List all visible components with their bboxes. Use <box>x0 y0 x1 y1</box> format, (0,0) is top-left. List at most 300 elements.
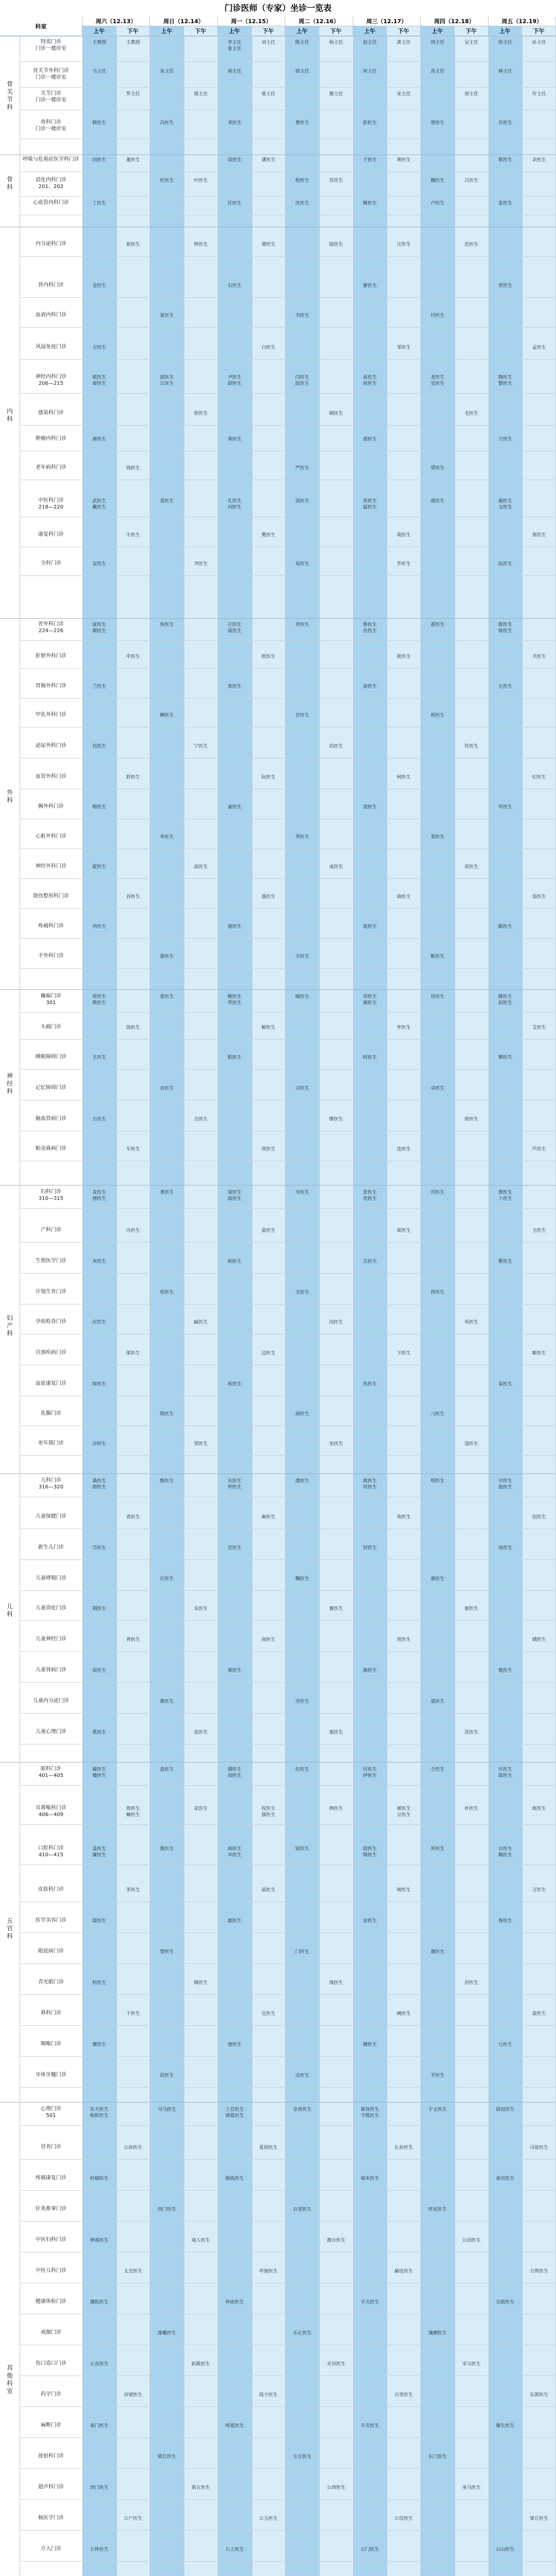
department-label: 呼吸与危重症医学科门诊 <box>23 157 79 162</box>
category-label: 其 他 科 室 <box>6 2364 13 2395</box>
schedule-cell: 盖医生 廉医生 <box>92 1846 107 1858</box>
department-label: 戒烟门诊 <box>41 2330 61 2335</box>
schedule-cell: 厉医生 伊医生 <box>363 1767 377 1778</box>
row-separator <box>20 1242 556 1243</box>
schedule-cell: 朱主任 <box>160 69 174 74</box>
department-label: 超声科门诊 <box>38 2484 64 2490</box>
schedule-cell: 覃医生 <box>430 466 445 471</box>
schedule-cell: 连医生 <box>396 1147 411 1152</box>
schedule-cell: 公西医生 <box>326 2485 345 2490</box>
schedule-cell: 应医生 <box>92 1320 107 1325</box>
schedule-cell: 贺医生 <box>194 411 208 416</box>
schedule-cell: 闫医生 段医生 <box>295 375 309 386</box>
header-pm: 下午 <box>387 26 421 36</box>
schedule-cell: 左医生 <box>498 684 512 689</box>
schedule-cell: 阎医生 幸医生 <box>228 1846 242 1858</box>
schedule-cell: 干医生 <box>126 2011 141 2016</box>
header-pm: 下午 <box>455 26 489 36</box>
header-day: 周三（12.17） <box>353 16 421 26</box>
schedule-cell: 师医生 <box>92 1382 107 1387</box>
schedule-cell: 漆雕医生 <box>158 2331 177 2336</box>
schedule-cell: 谷梁医生 <box>124 2393 143 2398</box>
schedule-cell: 皮医生 <box>194 1730 208 1735</box>
schedule-cell: 简医生 <box>464 1117 479 1122</box>
schedule-cell: 施医生 文医生 <box>498 499 512 510</box>
schedule-cell: 焦医生 <box>228 684 242 689</box>
department-label: 头痛门诊 <box>41 1024 61 1030</box>
schedule-cell: 林主任 <box>498 69 512 74</box>
schedule-cell: 沈医生 <box>295 201 309 206</box>
department-label: 儿童内分泌门诊 <box>33 1698 69 1704</box>
schedule-cell: 常医生 温医生 <box>363 499 377 510</box>
schedule-cell: 封医生 <box>363 1546 377 1551</box>
schedule-cell: 百里医生 <box>394 2393 413 2398</box>
schedule-cell: 帅医生 <box>329 1806 343 1811</box>
schedule-cell: 澹台医生 <box>326 2238 345 2243</box>
schedule-cell: 孙主任 <box>532 40 546 45</box>
schedule-cell: 长孙医生 <box>394 2145 413 2150</box>
row-separator <box>20 2159 556 2160</box>
schedule-cell: 董医生 <box>126 158 141 163</box>
schedule-cell: 叶医生 <box>194 178 208 183</box>
schedule-cell: 独孤医生 <box>225 2176 244 2181</box>
schedule-cell: 司徒医生 <box>530 2145 549 2150</box>
schedule-cell: 仇医生 <box>363 1382 377 1387</box>
schedule-cell: 官医生 <box>228 1546 242 1551</box>
schedule-cell: 裴医生 <box>430 835 445 840</box>
schedule-cell: 尤医生 <box>92 1055 107 1060</box>
schedule-cell: 端木医生 <box>360 2176 379 2181</box>
schedule-cell: 晏医生 <box>261 1228 275 1233</box>
schedule-cell: 仝医生 <box>430 1767 445 1772</box>
schedule-cell: 倪医生 <box>160 622 174 628</box>
schedule-cell: 桂医生 <box>160 1290 174 1295</box>
department-label: 产科门诊 <box>41 1227 61 1233</box>
schedule-cell: 梁丘医生 <box>158 2454 177 2460</box>
department-label: 神经内科门诊 206—215 <box>36 374 66 386</box>
schedule-cell: 方医生 <box>92 345 107 350</box>
schedule-cell: 毕医生 <box>498 805 512 810</box>
department-label: 介入门诊 <box>41 2546 61 2552</box>
schedule-cell: 白医生 <box>261 345 275 350</box>
schedule-cell: 余医生 <box>532 158 546 163</box>
schedule-cell: 尹医生 薛医生 <box>228 375 242 386</box>
row-separator <box>20 2025 556 2026</box>
schedule-cell: 梅医生 <box>92 805 107 810</box>
schedule-cell: 檀医生 <box>363 2042 377 2047</box>
schedule-cell: 桑医生 郎医生 <box>92 1479 107 1490</box>
schedule-cell: 喻医生 <box>295 994 309 999</box>
schedule-cell: 匡医生 <box>160 1577 174 1582</box>
schedule-cell: 乔医生 <box>396 562 411 567</box>
department-label: 中医科门诊 218—220 <box>38 498 64 510</box>
schedule-cell: 成医生 <box>329 865 343 870</box>
schedule-cell: 芦医生 <box>532 1147 546 1152</box>
schedule-cell: 范医生 <box>464 242 479 247</box>
schedule-cell: 敖医生 巩医生 <box>363 1479 377 1490</box>
schedule-cell: 柏医生 <box>228 1259 242 1264</box>
pm-column-stripe <box>252 37 286 2576</box>
department-label: 胸外科门诊 <box>38 804 64 809</box>
schedule-cell: 赵主任 <box>363 40 377 45</box>
schedule-cell: 殷医生 詹医生 <box>498 622 512 634</box>
schedule-cell: 宣医生 <box>261 2011 275 2016</box>
schedule-cell: 邵医生 <box>363 437 377 442</box>
schedule-cell: 麻医生 <box>261 1515 275 1520</box>
schedule-cell: 钟医生 <box>194 242 208 247</box>
schedule-cell: 卞医生 <box>396 1351 411 1356</box>
schedule-cell: 和医生 <box>228 1382 242 1387</box>
schedule-cell: 茹医生 <box>261 1888 275 1893</box>
department-label: 记忆障碍门诊 <box>36 1085 66 1091</box>
schedule-cell: 迟医生 <box>532 1515 546 1520</box>
department-label: 心血管内科门诊 <box>33 200 69 206</box>
schedule-cell: 周主任 <box>430 40 445 45</box>
schedule-cell: 卓医生 <box>430 1086 445 1091</box>
schedule-cell: 路医生 <box>498 924 512 929</box>
schedule-cell: 羊舌医生 <box>360 2300 379 2305</box>
schedule-cell: 柯医生 <box>396 775 411 780</box>
schedule-cell: 粟医生 <box>329 1730 343 1735</box>
schedule-cell: 佟医生 <box>430 1290 445 1295</box>
schedule-cell: 乜医生 <box>498 2042 512 2047</box>
schedule-cell: 楚医生 <box>498 1668 512 1673</box>
schedule-cell: 高主任 <box>430 69 445 74</box>
department-label: 疼痛康复门诊 <box>36 2175 66 2181</box>
schedule-cell: 房医生 <box>430 994 445 999</box>
department-label: 神经外科门诊 <box>36 863 66 869</box>
schedule-cell: 宇文医生 <box>428 2107 447 2112</box>
schedule-cell: 童医生 <box>228 805 242 810</box>
schedule-cell: 公上医生 <box>225 2547 244 2552</box>
schedule-cell: 阳医生 <box>228 1055 242 1060</box>
schedule-cell: 许主任 <box>532 92 546 97</box>
schedule-cell: 左丘医生 <box>293 2454 312 2460</box>
schedule-cell: 郭主任 <box>295 69 309 74</box>
schedule-cell: 季医生 <box>295 835 309 840</box>
schedule-cell: 莫医生 <box>160 499 174 504</box>
category-label: 妇 产 科 <box>6 1314 13 1337</box>
schedule-cell: 王教授 <box>92 40 107 45</box>
category-label: 儿 科 <box>6 1603 13 1618</box>
department-label: 烧伤整形科门诊 <box>33 893 69 899</box>
schedule-cell: 厍医生 <box>430 1846 445 1852</box>
schedule-cell: 位医生 <box>295 1767 309 1772</box>
department-label: 老年病科门诊 <box>36 465 66 470</box>
schedule-cell: 毛医生 <box>464 411 479 416</box>
department-label: 甲乳外科门诊 <box>36 712 66 718</box>
department-label: 中医儿科门诊 <box>36 2268 66 2274</box>
schedule-cell: 蔡医生 <box>498 158 512 163</box>
schedule-cell: 拓跋医生 <box>191 2362 210 2367</box>
schedule-cell: 公玉医生 <box>259 2516 278 2521</box>
schedule-cell: 吉医生 <box>194 1117 208 1122</box>
schedule-cell: 夏侯医生 <box>259 2145 278 2150</box>
row-separator <box>20 1651 556 1652</box>
schedule-cell: 鞠医生 <box>295 1577 309 1582</box>
schedule-cell: 康医生 <box>430 499 445 504</box>
schedule-cell: 宁医生 <box>194 744 208 749</box>
schedule-cell: 伍医生 <box>498 562 512 567</box>
schedule-cell: 王教授 <box>126 40 141 45</box>
schedule-cell: 管医生 柴医生 <box>92 994 107 1006</box>
schedule-cell: 司医生 <box>295 1086 309 1091</box>
department-label: 康复科门诊 <box>38 532 64 537</box>
schedule-cell: 曹医生 <box>295 121 309 126</box>
schedule-cell: 安医生 <box>92 562 107 567</box>
schedule-cell: 古医生 <box>92 1117 107 1122</box>
schedule-cell: 逄医生 <box>228 2042 242 2047</box>
schedule-cell: 麦医生 褚医生 <box>92 1190 107 1201</box>
schedule-cell: 练医生 <box>532 1806 546 1811</box>
schedule-cell: 南医生 <box>261 1637 275 1642</box>
schedule-cell: 冯医生 <box>160 121 174 126</box>
schedule-grid <box>0 36 556 2576</box>
schedule-cell: 查医生 <box>126 1515 141 1520</box>
schedule-cell: 公孙医生 <box>124 2145 143 2150</box>
schedule-cell: 都医生 <box>228 1919 242 1924</box>
schedule-cell: 齐医生 <box>194 562 208 567</box>
schedule-cell: 百里医生 <box>293 2207 312 2212</box>
department-label: 麻醉门诊 <box>41 2422 61 2428</box>
department-label: 关节门诊 门诊一楼诊室 <box>36 91 66 103</box>
schedule-cell: 谭医生 <box>261 242 275 247</box>
schedule-cell: 申医生 <box>126 654 141 659</box>
schedule-cell: 姜医生 <box>498 201 512 206</box>
schedule-cell: 车医生 <box>126 1147 141 1152</box>
schedule-cell: 邢医生 <box>532 533 546 538</box>
department-label: 心理门诊 501 <box>41 2106 61 2119</box>
header-pm: 下午 <box>522 26 556 36</box>
schedule-cell: 沙医生 <box>92 1442 107 1447</box>
schedule-cell: 燕医生 <box>363 1668 377 1673</box>
schedule-cell: 邹医生 <box>396 345 411 350</box>
schedule-cell: 居医生 <box>464 1980 479 1986</box>
grid-vline <box>522 37 523 2576</box>
schedule-cell: 穆医生 <box>498 1055 512 1060</box>
schedule-cell: 屠医生 豆医生 <box>396 1806 411 1818</box>
schedule-cell: 刁医生 <box>430 1412 445 1417</box>
row-separator <box>20 668 556 669</box>
schedule-cell: 娄医生 <box>160 1190 174 1195</box>
schedule-cell: 呼延医生 <box>225 2424 244 2429</box>
schedule-cell: 阮医生 <box>261 775 275 780</box>
schedule-cell: 翟医生 <box>430 622 445 628</box>
schedule-cell: 谷医生 <box>126 894 141 900</box>
schedule-cell: 太史医生 <box>124 2269 143 2274</box>
schedule-cell: 牛医生 <box>126 533 141 538</box>
department-label: 儿科门诊 316—320 <box>38 1478 64 1490</box>
schedule-cell: 西门医生 <box>90 2485 109 2490</box>
schedule-cell: 尉迟医生 <box>496 2107 515 2112</box>
header-pm: 下午 <box>319 26 353 36</box>
department-label: 更年期门诊 <box>38 1440 64 1446</box>
header-am: 上午 <box>421 26 455 36</box>
schedule-cell: 吕医生 <box>464 178 479 183</box>
schedule-cell: 金医生 <box>92 283 107 289</box>
department-label: 肝胆外科门诊 <box>36 653 66 659</box>
schedule-cell: 司马医生 <box>158 2107 177 2112</box>
department-label: 全科门诊 <box>41 561 61 566</box>
schedule-cell: 冉医生 <box>92 924 107 929</box>
department-label: 中医妇科门诊 <box>36 2237 66 2243</box>
schedule-cell: 解医生 <box>261 1025 275 1030</box>
pm-column-stripe <box>387 37 421 2576</box>
schedule-cell: 饶医生 <box>126 1025 141 1030</box>
schedule-cell: 游医生 <box>160 954 174 959</box>
schedule-cell: 陆医生 <box>329 242 343 247</box>
department-label: 生殖医学门诊 <box>36 1258 66 1264</box>
schedule-cell: 权医生 强医生 <box>261 1806 275 1818</box>
schedule-cell: 熊医生 秦医生 <box>92 375 107 386</box>
schedule-cell: 耿医生 <box>396 654 411 659</box>
department-label: 帕金森病门诊 <box>36 1146 66 1151</box>
department-label: 口腔科门诊 410—415 <box>38 1845 64 1858</box>
department-label: 肿瘤内科门诊 <box>36 436 66 442</box>
schedule-cell: 储医生 <box>532 1637 546 1642</box>
schedule-cell: 商医生 <box>295 1412 309 1417</box>
schedule-cell: 鲁医生 岳医生 <box>363 622 377 634</box>
header-pm: 下午 <box>252 26 286 36</box>
schedule-cell: 舒医生 <box>126 775 141 780</box>
schedule-cell: 雷医生 侯医生 <box>363 375 377 386</box>
schedule-cell: 瞿医生 <box>498 1259 512 1264</box>
schedule-cell: 丁医生 <box>92 201 107 206</box>
department-label: 牙体牙髓门诊 <box>36 2072 66 2078</box>
schedule-cell: 甄医生 <box>160 1479 174 1484</box>
header-day: 周五（12.19） <box>489 16 556 26</box>
schedule-cell: 胡主任 <box>228 69 242 74</box>
department-label: 儿童神经门诊 <box>36 1636 66 1642</box>
schedule-cell: 闵医生 <box>329 1320 343 1325</box>
department-label: 鼻科门诊 <box>41 2010 61 2016</box>
department-label: 普外科门诊 224—226 <box>38 621 64 634</box>
schedule-cell: 栾医生 <box>498 1382 512 1387</box>
row-separator <box>20 2530 556 2531</box>
schedule-cell: 顾医生 <box>329 411 343 416</box>
schedule-cell: 孟医生 <box>532 345 546 350</box>
schedule-cell: 谌医生 <box>430 1699 445 1704</box>
schedule-cell: 宫医生 <box>430 1190 445 1195</box>
schedule-cell: 冼医生 <box>464 1730 479 1735</box>
schedule-cell: 訾医生 <box>160 1950 174 1955</box>
schedule-cell: 鲍医生 华医生 <box>228 994 242 1006</box>
schedule-cell: 凌医生 <box>363 805 377 810</box>
schedule-cell: 任医生 <box>228 201 242 206</box>
schedule-cell: 艾医生 <box>532 1025 546 1030</box>
schedule-cell: 景医生 党医生 <box>363 1190 377 1201</box>
schedule-cell: 葛医生 <box>396 533 411 538</box>
schedule-cell: 卫医生 <box>532 1228 546 1233</box>
grid-vline <box>116 37 117 2576</box>
header-am: 上午 <box>353 26 387 36</box>
row-separator <box>20 908 556 909</box>
schedule-cell: 尚医生 <box>329 744 343 749</box>
category-label: 五 官 科 <box>6 1917 13 1940</box>
department-label: 儿童肾病门诊 <box>36 1667 66 1673</box>
schedule-cell: 钮医生 <box>295 1846 309 1852</box>
schedule-cell: 荆医生 <box>92 1606 107 1612</box>
schedule-cell: 姚医生 <box>363 201 377 206</box>
schedule-cell: 呼延医生 <box>428 2207 447 2212</box>
header-day: 周一（12.15） <box>218 16 285 26</box>
department-label: 内分泌科门诊 <box>36 241 66 247</box>
schedule-cell: 庄医生 聂医生 <box>228 622 242 634</box>
schedule-cell: 席医生 <box>396 1228 411 1233</box>
header-day: 周二（12.16） <box>285 16 353 26</box>
schedule-cell: 区医生 郜医生 <box>498 1767 512 1778</box>
schedule-cell: 李主任 张主任 <box>228 40 242 52</box>
department-label: 妇科门诊 310—315 <box>38 1189 64 1201</box>
schedule-cell: 胥医生 <box>126 1637 141 1642</box>
schedule-cell: 祝医生 <box>430 713 445 718</box>
department-label: 疼痛科门诊 <box>38 923 64 929</box>
schedule-cell: 第五医生 <box>191 2485 210 2490</box>
schedule-cell: 劳医生 <box>295 1699 309 1704</box>
department-label: 盆底康复门诊 <box>36 1381 66 1386</box>
header-am: 上午 <box>82 26 116 36</box>
schedule-cell: 达医生 <box>295 2073 309 2078</box>
department-label: 咽喉门诊 <box>41 2041 61 2047</box>
schedule-cell: 辛医生 <box>295 954 309 959</box>
schedule-cell: 祁医生 蒲医生 <box>363 994 377 1006</box>
schedule-cell: 奚医生 <box>92 1730 107 1735</box>
category-label: 神 经 科 <box>6 1072 13 1095</box>
schedule-cell: 何主任 <box>363 69 377 74</box>
column-header <box>0 16 556 36</box>
header-category: 科室 <box>0 16 82 36</box>
schedule-cell: 钟离医生 <box>90 2238 109 2243</box>
header-am: 上午 <box>150 26 184 36</box>
schedule-cell: 万俟医生 <box>530 2269 549 2274</box>
schedule-cell: 东郭医生 <box>530 2393 549 2398</box>
row-separator <box>20 61 556 62</box>
schedule-cell: 俞医生 <box>363 684 377 689</box>
schedule-cell: 冷医生 <box>126 1228 141 1233</box>
schedule-cell: 杜医生 <box>160 178 174 183</box>
schedule-cell: 谈医生 <box>498 1546 512 1551</box>
schedule-cell: 虞医生 <box>295 1479 309 1484</box>
schedule-cell: 甘医生 <box>295 713 309 718</box>
department-label: 新生儿门诊 <box>38 1545 64 1550</box>
schedule-cell: 朴医生 <box>464 1806 479 1811</box>
schedule-cell: 纪医生 <box>532 775 546 780</box>
schedule-cell: 农医生 <box>160 1086 174 1091</box>
schedule-cell: 于医生 <box>363 158 377 163</box>
schedule-cell: 轩辕医生 <box>90 2176 109 2181</box>
schedule-cell: 全医生 <box>295 1290 309 1295</box>
schedule-cell: 隋医生 <box>160 1412 174 1417</box>
schedule-cell: 南门医生 <box>90 2424 109 2429</box>
schedule-cell: 濮阳医生 <box>90 2300 109 2305</box>
schedule-cell: 陈主任 <box>295 40 309 45</box>
department-label: 特需门诊 门诊一楼诊室 <box>36 39 66 52</box>
schedule-cell: 汲医生 <box>532 2011 546 2016</box>
department-label: 健康体检门诊 <box>36 2299 66 2304</box>
schedule-cell: 丛医生 仲医生 <box>228 1479 242 1490</box>
schedule-cell: 花医生 <box>194 1806 208 1811</box>
department-label: 孕前检查门诊 <box>36 1319 66 1325</box>
schedule-cell: 涂医生 <box>194 865 208 870</box>
department-label: 脑血管病门诊 <box>36 1116 66 1122</box>
schedule-cell: 微生医生 <box>496 2424 515 2429</box>
schedule-cell: 盛医生 <box>261 894 275 900</box>
department-label: 血管外科门诊 <box>36 774 66 779</box>
schedule-cell: 曾医生 <box>430 121 445 126</box>
header-am: 上午 <box>489 26 523 36</box>
header-day: 周日（12.14） <box>150 16 217 26</box>
schedule-cell: 魏医生 <box>430 178 445 183</box>
